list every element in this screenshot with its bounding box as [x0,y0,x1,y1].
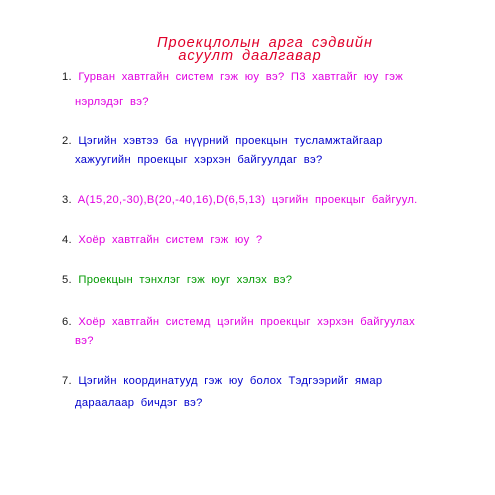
question-2-number: 2. [62,135,72,147]
question-6-number: 6. [62,316,72,328]
question-2-line-1: Цэгийн хэвтээ ба нүүрний проекцын тусламжтайгаар [78,135,383,147]
question-4-number: 4. [62,234,72,246]
question-6-line-1: Хоёр хавтгайн системд цэгийн проекцыг хэрхэн байгуулах [78,316,415,328]
question-3 [62,194,418,206]
question-5-number: 5. [62,274,72,286]
question-3-line-1: A(15,20,-30),B(20,-40,16),D(6,5,13) цэгийн проекцыг байгуул. [77,194,418,206]
question-7 [62,375,382,387]
question-2-continuation: хажуугийн проекцыг хэрхэн байгуулдаг вэ? [75,154,323,166]
question-5-line-1: Проекцын тэнхлэг гэж юуг хэлэх вэ? [78,274,293,286]
question-4-line-1: Хоёр хавтгайн систем гэж юу ? [78,234,263,246]
question-5 [62,274,292,286]
question-1-continuation: нэрлэдэг вэ? [75,96,149,108]
question-3-number: 3. [62,194,72,206]
question-1 [62,71,403,83]
title-line-1: Проекцлолын арга сэдвийн [157,35,373,51]
question-7-continuation: дараалаар бичдэг вэ? [75,397,203,409]
question-1-line-1: Гурван хавтгайн систем гэж юу вэ? П3 хавтгайг юу гэж [78,71,404,83]
question-2 [62,135,383,147]
question-7-number: 7. [62,375,72,387]
question-6-continuation: вэ? [75,335,94,347]
title-line-2: асуулт даалгавар [178,48,322,64]
question-7-line-1: Цэгийн координатууд гэж юу болох Тэдгээрийг ямар [78,375,383,387]
question-4 [62,234,262,246]
question-1-number: 1. [62,71,72,83]
question-6 [62,316,415,328]
